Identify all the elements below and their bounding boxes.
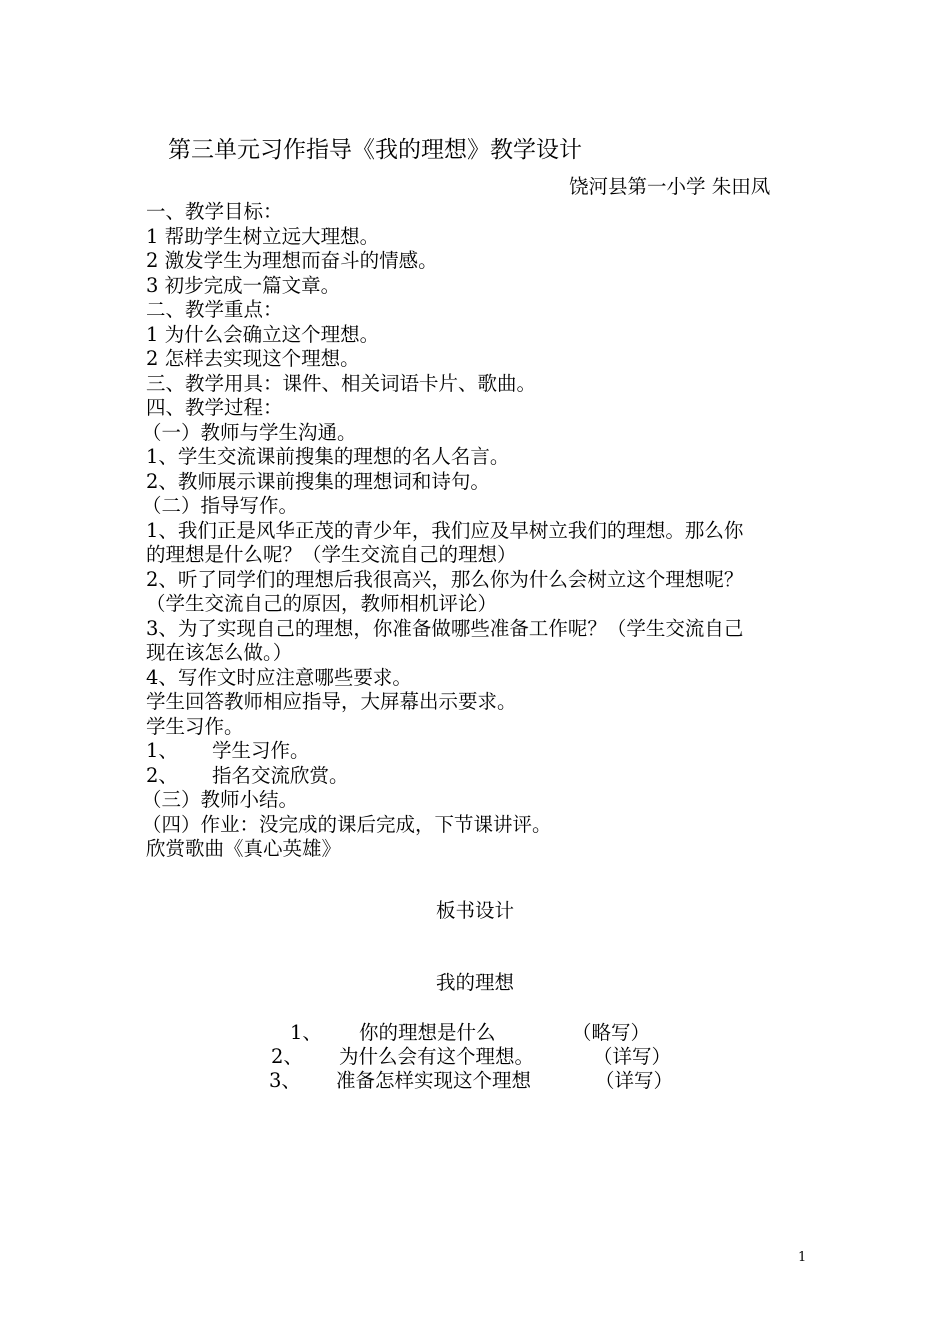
board-title: 我的理想	[435, 971, 514, 994]
section-heading-goals: 一、教学目标：	[146, 200, 283, 223]
section-heading-tools: 三、教学用具：课件、相关词语卡片、歌曲。	[146, 371, 537, 395]
process-step-heading: （一）教师与学生沟通。	[142, 420, 357, 444]
page-number: 1	[798, 1250, 807, 1265]
section-heading-process: 四、教学过程：	[146, 396, 283, 419]
board-row-number: 1、	[290, 1021, 322, 1044]
process-item-continued: 的理想是什么呢？（学生交流自己的理想）	[146, 543, 517, 566]
process-item: 4、写作文时应注意哪些要求。	[146, 665, 412, 689]
process-step-heading: （四）作业：没完成的课后完成，下节课讲评。	[142, 812, 552, 836]
practice-step	[146, 739, 836, 764]
process-item-continued: （学生交流自己的原因，教师相机评论）	[146, 592, 498, 615]
process-step-heading: （三）教师小结。	[142, 788, 299, 811]
section-heading-focus: 二、教学重点：	[146, 298, 283, 321]
process-item: 2、教师展示课前搜集的理想词和诗句。	[146, 469, 490, 493]
board-row	[0, 1069, 950, 1093]
board-heading: 板书设计	[435, 899, 514, 922]
board-row-text: 为什么会有这个理想。	[339, 1045, 535, 1068]
process-item-continued: 现在该怎么做。）	[146, 641, 293, 664]
process-text: 学生回答教师相应指导，大屏幕出示要求。	[146, 690, 517, 713]
board-row-number: 2、	[271, 1045, 303, 1068]
focus-item: 1 为什么会确立这个理想。	[146, 322, 380, 346]
board-row-text: 你的理想是什么	[359, 1021, 496, 1044]
goal-item: 2 激发学生为理想而奋斗的情感。	[146, 249, 438, 272]
practice-step	[146, 764, 836, 789]
process-item: 2、听了同学们的理想后我很高兴，那么你为什么会树立这个理想呢？	[146, 567, 744, 591]
process-item: 3、为了实现自己的理想，你准备做哪些准备工作呢？（学生交流自己	[146, 616, 744, 640]
document-author: 饶河县第一小学 朱田凤	[569, 175, 771, 198]
board-row	[0, 1021, 950, 1045]
practice-step-number: 2、	[146, 763, 178, 787]
board-row-note: （略写）	[572, 1021, 651, 1044]
process-text: 学生习作。	[146, 714, 244, 738]
process-item: 1、我们正是风华正茂的青少年，我们应及早树立我们的理想。那么你	[146, 518, 744, 542]
board-row-number: 3、	[269, 1069, 301, 1092]
document-title: 第三单元习作指导《我的理想》教学设计	[168, 137, 582, 163]
practice-step-text: 学生习作。	[212, 739, 310, 762]
process-step-heading: （二）指导写作。	[142, 494, 299, 517]
goal-item: 3 初步完成一篇文章。	[146, 273, 341, 297]
process-item: 1、学生交流课前搜集的理想的名人名言。	[146, 445, 510, 468]
document-body	[142, 200, 836, 862]
practice-step-number: 1、	[146, 739, 178, 762]
practice-step-text: 指名交流欣赏。	[212, 763, 349, 787]
board-row-note: （详写）	[595, 1069, 674, 1092]
board-row-note: （详写）	[593, 1045, 672, 1068]
process-text: 欣赏歌曲《真心英雄》	[146, 837, 342, 860]
goal-item: 1 帮助学生树立远大理想。	[146, 224, 380, 248]
focus-item: 2 怎样去实现这个理想。	[146, 347, 360, 370]
board-row-text: 准备怎样实现这个理想	[336, 1069, 532, 1092]
board-row	[0, 1045, 950, 1069]
